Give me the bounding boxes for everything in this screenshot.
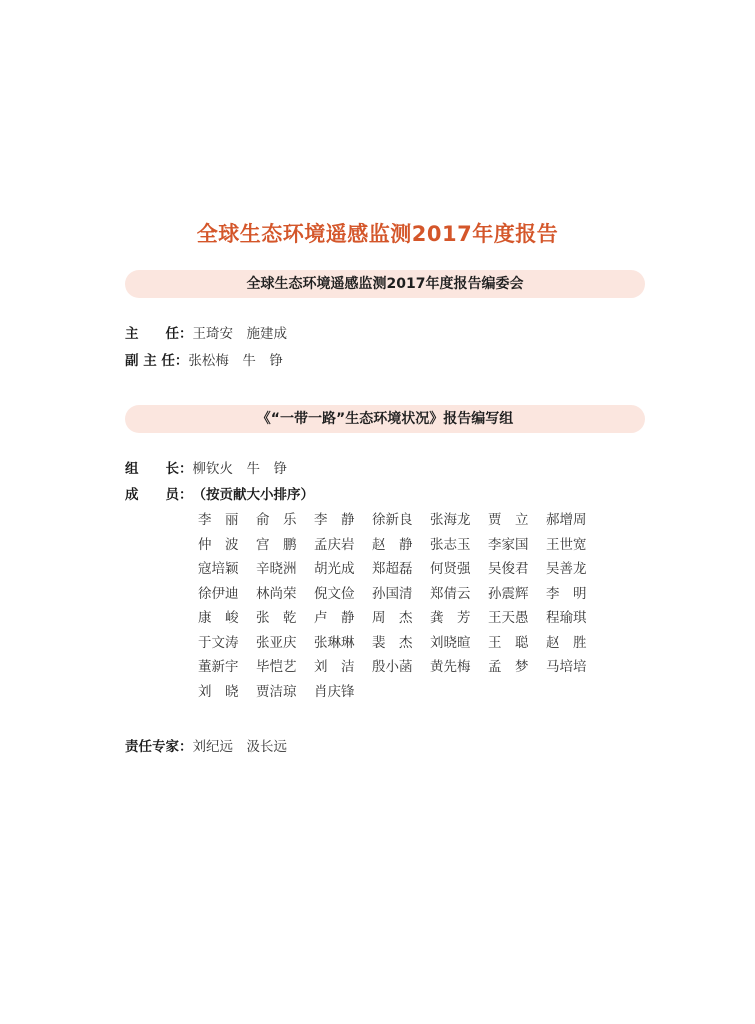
page-title: 全球生态环境遥感监测2017年度报告 xyxy=(196,222,559,246)
member-name: 李家国 xyxy=(488,536,529,553)
member-name: 李 明 xyxy=(546,585,587,602)
member-name: 孙国清 xyxy=(372,585,413,602)
member-name: 王世宽 xyxy=(546,536,587,553)
member-name: 康 峻 xyxy=(198,610,239,626)
members-list xyxy=(198,508,608,704)
members-label: 成 员： xyxy=(125,487,193,503)
member-name: 吴俊君 xyxy=(488,561,529,577)
member-name: 贾洁琼 xyxy=(256,683,297,700)
deputy-director-label: 副 主 任： xyxy=(125,353,189,369)
writing-group-banner: 《“一带一路”生态环境状况》报告编写组 xyxy=(125,405,645,433)
member-name: 张志玉 xyxy=(430,536,471,553)
expert-row xyxy=(125,736,287,758)
member-name: 倪文俭 xyxy=(314,585,355,602)
member-name: 赵 静 xyxy=(372,536,413,553)
member-name: 黄先梅 xyxy=(430,659,471,675)
member-name: 张琳琳 xyxy=(314,634,355,651)
member-name: 张亚庆 xyxy=(256,634,297,651)
member-name: 孟庆岩 xyxy=(314,536,355,553)
member-name: 周 杰 xyxy=(372,610,413,626)
member-name: 王天愚 xyxy=(488,610,529,626)
member-name: 郑倩云 xyxy=(430,585,471,602)
member-name: 于文涛 xyxy=(198,634,239,651)
group-leader-label: 组 长： xyxy=(125,461,193,477)
member-name: 程瑜琪 xyxy=(546,610,587,626)
member-name: 卢 静 xyxy=(314,610,355,626)
member-name: 林尚荣 xyxy=(256,585,297,602)
member-name: 徐新良 xyxy=(372,512,413,528)
member-name: 寇培颖 xyxy=(198,561,239,577)
member-name: 胡光成 xyxy=(314,561,355,577)
member-name: 王 聪 xyxy=(488,634,529,651)
member-name: 俞 乐 xyxy=(256,512,297,528)
member-name: 张海龙 xyxy=(430,512,471,528)
member-name: 孙震辉 xyxy=(488,585,529,602)
member-name: 李 丽 xyxy=(198,512,239,528)
member-name: 贾 立 xyxy=(488,512,529,528)
member-name: 马培培 xyxy=(546,659,587,675)
member-name: 刘 晓 xyxy=(198,683,239,700)
member-name: 毕恺艺 xyxy=(256,659,297,675)
members-order-note: （按贡献大小排序） xyxy=(192,487,314,503)
director-names: 王琦安 施建成 xyxy=(192,326,287,342)
member-name: 刘晓暄 xyxy=(430,634,471,651)
member-name: 郝增周 xyxy=(546,512,587,528)
member-name: 张 乾 xyxy=(256,610,297,626)
member-name: 肖庆锋 xyxy=(314,683,355,700)
member-name: 裴 杰 xyxy=(372,634,413,651)
member-name: 徐伊迪 xyxy=(198,585,239,602)
group-leader-names: 柳钦火 牛 铮 xyxy=(192,461,287,477)
members-heading-row xyxy=(125,484,314,506)
member-name: 宫 鹏 xyxy=(256,536,297,553)
member-name: 吴善龙 xyxy=(546,561,587,577)
director-row xyxy=(125,323,287,345)
member-name: 赵 胜 xyxy=(546,634,587,651)
member-name: 仲 波 xyxy=(198,536,239,553)
member-name: 郑超磊 xyxy=(372,561,413,577)
member-name: 李 静 xyxy=(314,512,355,528)
member-name: 辛晓洲 xyxy=(256,561,297,577)
member-name: 龚 芳 xyxy=(430,610,471,626)
expert-label: 责任专家： xyxy=(125,739,193,755)
editorial-committee-banner: 全球生态环境遥感监测2017年度报告编委会 xyxy=(125,270,645,298)
director-label: 主 任： xyxy=(125,326,193,342)
member-name: 孟 梦 xyxy=(488,659,529,675)
member-name: 董新宇 xyxy=(198,659,239,675)
expert-names: 刘纪远 汲长远 xyxy=(192,739,287,755)
group-leader-row xyxy=(125,458,287,480)
deputy-director-row xyxy=(125,350,283,372)
member-name: 何贤强 xyxy=(430,561,471,577)
deputy-director-names: 张松梅 牛 铮 xyxy=(188,353,283,369)
member-name: 刘 洁 xyxy=(314,659,355,675)
member-name: 殷小菡 xyxy=(372,659,413,675)
